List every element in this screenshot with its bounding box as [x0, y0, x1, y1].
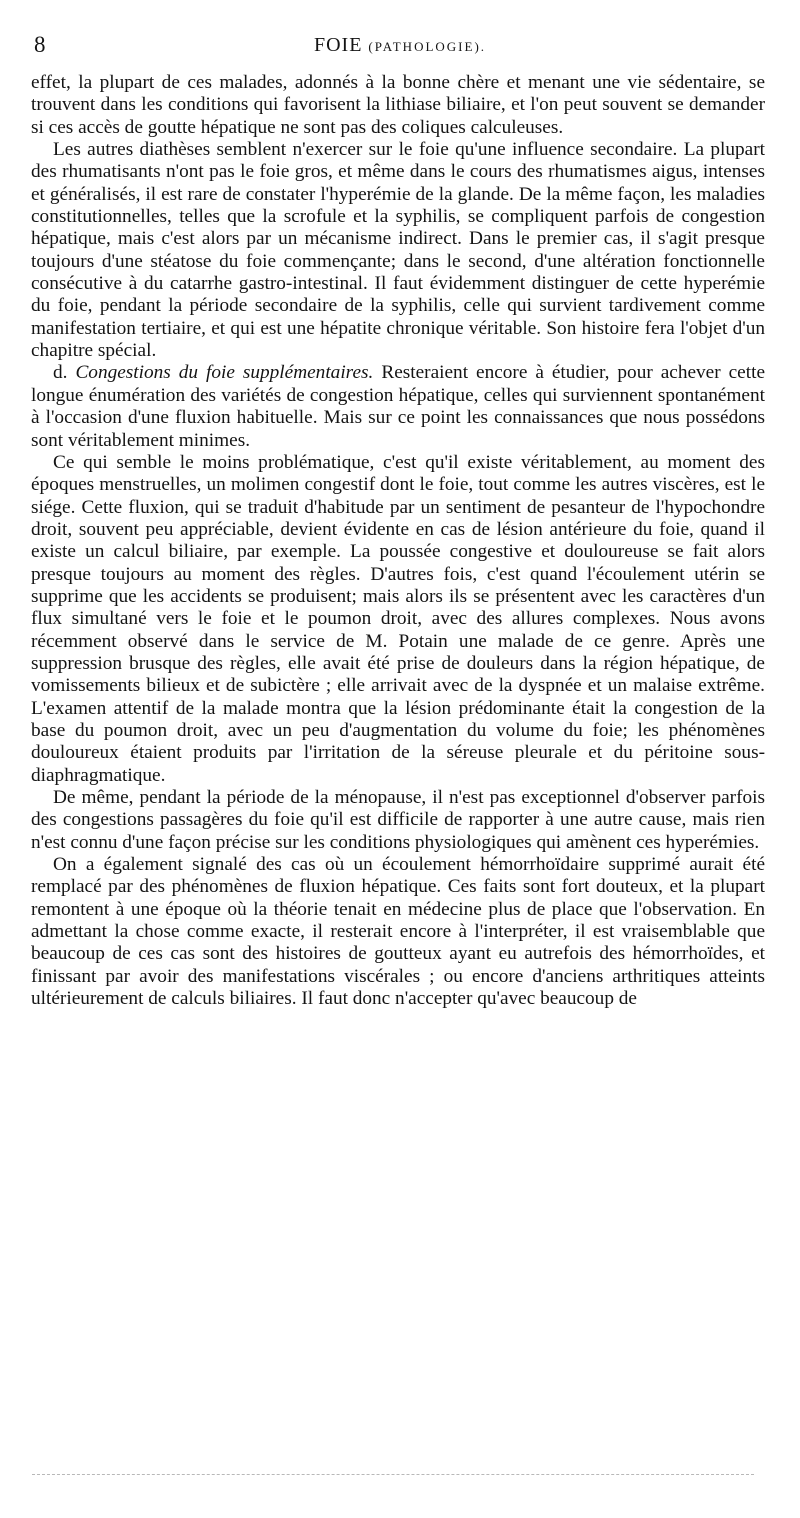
paragraph: De même, pendant la période de la ménopause, il n'est pas exceptionnel d'observer parfois des congestions passagères du foie qu'il est difficile de rapporter à une autre cause, mais rien n'est connu d'une façon précise sur les conditions physiologiques qui amènent ces hyperémies. — [31, 787, 765, 853]
paragraph: Ce qui semble le moins problématique, c'est qu'il existe véritablement, au moment des époques menstruelles, un molimen congestif dont le foie, tout comme les autres viscères, est le siége. Cette fluxion, qui se traduit d'habitude par un sentiment de pesanteur de l'hypochondre droit, souvent peu appréciable, devient évidente en cas de lésion antérieure du foie, quand il existe un calcul biliaire, par exemple. La poussée congestive et douloureuse se fait alors presque toujours au moment des règles. D'autres fois, c'est quand l'écoulement utérin se supprime que les accidents se produisent; mais alors ils se présentent avec les caractères d'un flux simultané vers le foie et le poumon droit, avec des allures complexes. Nous avons récemment observé dans le service de M. Potain une malade de ce genre. Après une suppression brusque des règles, elle avait été prise de douleurs dans la région hépatique, de vomissements bilieux et de subictère ; elle arrivait avec de la dyspnée et un malaise extrême. L'examen attentif de la malade montra que la lésion prédominante était la congestion de la base du poumon droit, avec un peu d'augmentation du volume du foie; les phénomènes douloureux étaient produits par l'irritation de la séreuse pleurale et du péritoine sous-diaphragmatique. — [31, 451, 765, 786]
footer-rule — [32, 1474, 754, 1475]
page-header — [30, 30, 770, 64]
running-head — [30, 30, 770, 62]
section-marker: d. — [53, 362, 68, 384]
page-number: 8 — [34, 32, 46, 57]
body-text — [31, 72, 765, 1010]
paragraph: Les autres diathèses semblent n'exercer sur le foie qu'une influence secondaire. La plupart des rhumatisants n'ont pas le foie gros, et même dans le cours des rhumatismes aigus, intenses et généralisés, il est rare de constater l'hyperémie de la glande. De la même façon, les maladies constitutionnelles, telles que la scrofule et la syphilis, se compliquent parfois de congestion hépatique, mais c'est alors par un mécanisme indirect. Dans le premier cas, il s'agit presque toujours d'une stéatose du foie commençante; dans le second, d'une altération fonctionnelle consécutive à du catarrhe gastro-intestinal. Il faut évidemment distinguer de cette hyperémie du foie, pendant la période secondaire de la syphilis, celle qui survient tardivement comme manifestation tertiaire, et qui est une hépatite chronique véritable. Son histoire fera l'objet d'un chapitre spécial. — [31, 139, 765, 362]
paragraph-section-d — [31, 362, 765, 451]
paragraph: On a également signalé des cas où un écoulement hémorrhoïdaire supprimé aurait été remplacé par des phénomènes de fluxion hépatique. Ces faits sont fort douteux, et la plupart remontent à une époque où la théorie tenait en médecine plus de place que l'observation. En admettant la chose comme exacte, il resterait encore à l'interpréter, il est vraisemblable que beaucoup de ces cas sont des histoires de goutteux ayant eu autrefois des hémorrhoïdes, et finissant par avoir des manifestations viscérales ; ou encore d'anciens arthritiques atteints ultérieurement de calculs biliaires. Il faut donc n'accepter qu'avec beaucoup de — [31, 854, 765, 1010]
section-d-text: Resteraient encore à étudier, pour achever cette longue énumération des variétés de congestion hépatique, celles qui surviennent spontanément à l'occasion d'une fluxion habituelle. Mais sur ce point les connaissances que nous possédons sont véritablement minimes. — [31, 362, 766, 451]
running-head-title: FOIE — [313, 34, 363, 56]
section-title: Congestions du foie supplémentaires. — [75, 362, 374, 384]
paragraph: effet, la plupart de ces malades, adonnés à la bonne chère et menant une vie sédentaire, se trouvent dans les conditions qui favorisent la lithiase biliaire, et l'on peut souvent se demander si ces accès de goutte hépatique ne sont pas des coliques calculeuses. — [31, 72, 765, 138]
running-head-subtitle: (PATHOLOGIE). — [368, 39, 487, 54]
